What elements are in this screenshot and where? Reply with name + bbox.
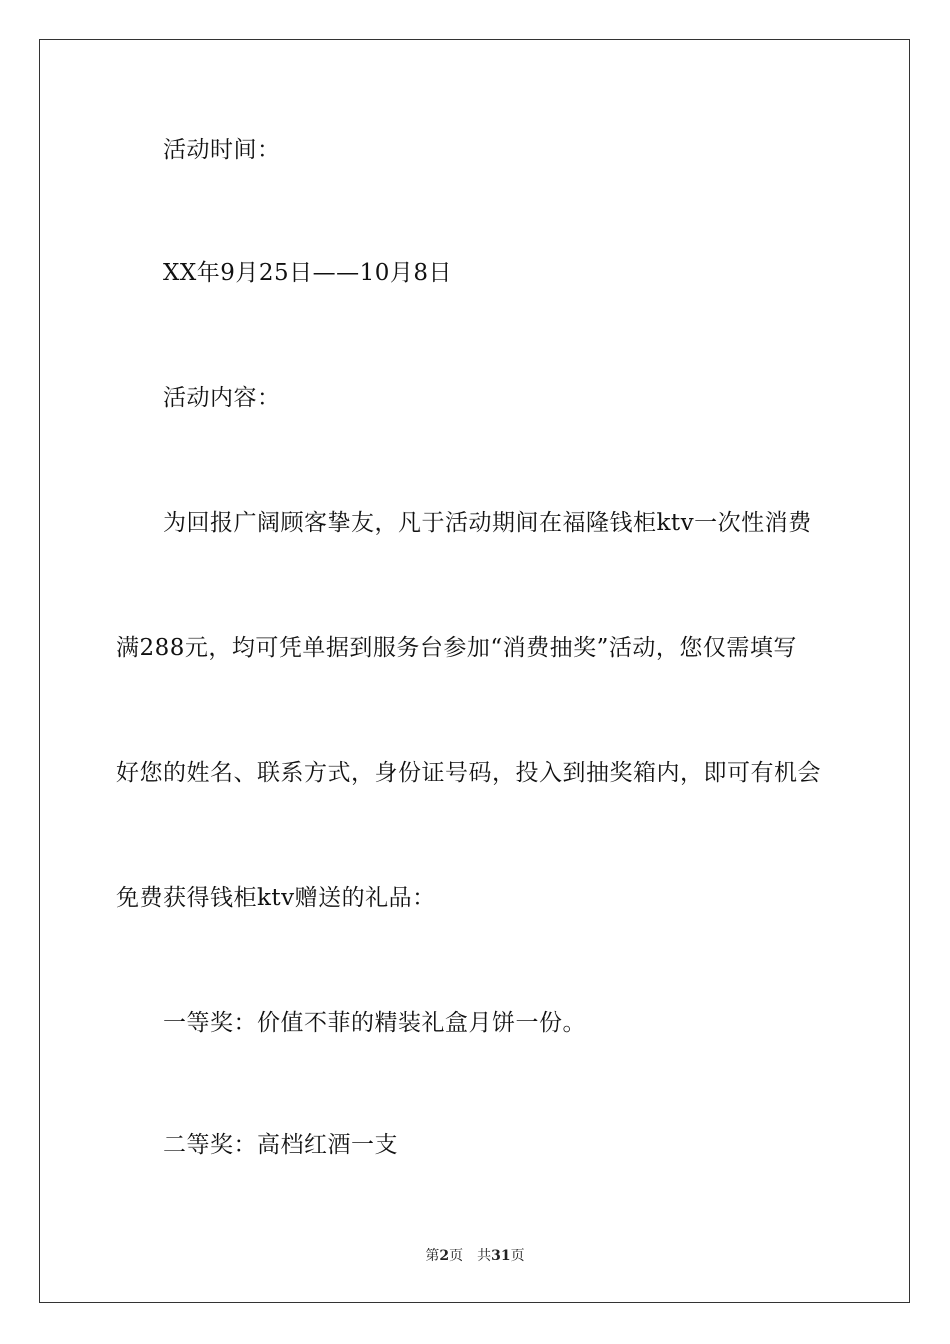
paragraph-line-2: 满288元，均可凭单据到服务台参加“消费抽奖”活动，您仅需填写 [116,635,797,661]
page-prefix: 第 [425,1248,440,1264]
second-prize: 二等奖：高档红酒一支 [163,1132,398,1158]
total-pages: 31 [491,1248,511,1264]
page-footer [0,1247,950,1265]
total-suffix: 页 [510,1248,525,1264]
activity-dates: XX年9月25日——10月8日 [163,260,453,286]
page-suffix: 页 [449,1248,464,1264]
paragraph-line-3: 好您的姓名、联系方式，身份证号码，投入到抽奖箱内，即可有机会 [116,760,821,786]
paragraph-line-4: 免费获得钱柜ktv赠送的礼品： [116,885,436,911]
page-number: 2 [439,1248,450,1264]
total-prefix: 共 [477,1248,492,1264]
heading-activity-time: 活动时间： [163,137,281,163]
page-border [39,39,910,1303]
first-prize: 一等奖：价值不菲的精装礼盒月饼一份。 [163,1010,586,1036]
heading-activity-content: 活动内容： [163,385,281,411]
paragraph-line-1: 为回报广阔顾客挚友，凡于活动期间在福隆钱柜ktv一次性消费 [163,510,812,536]
